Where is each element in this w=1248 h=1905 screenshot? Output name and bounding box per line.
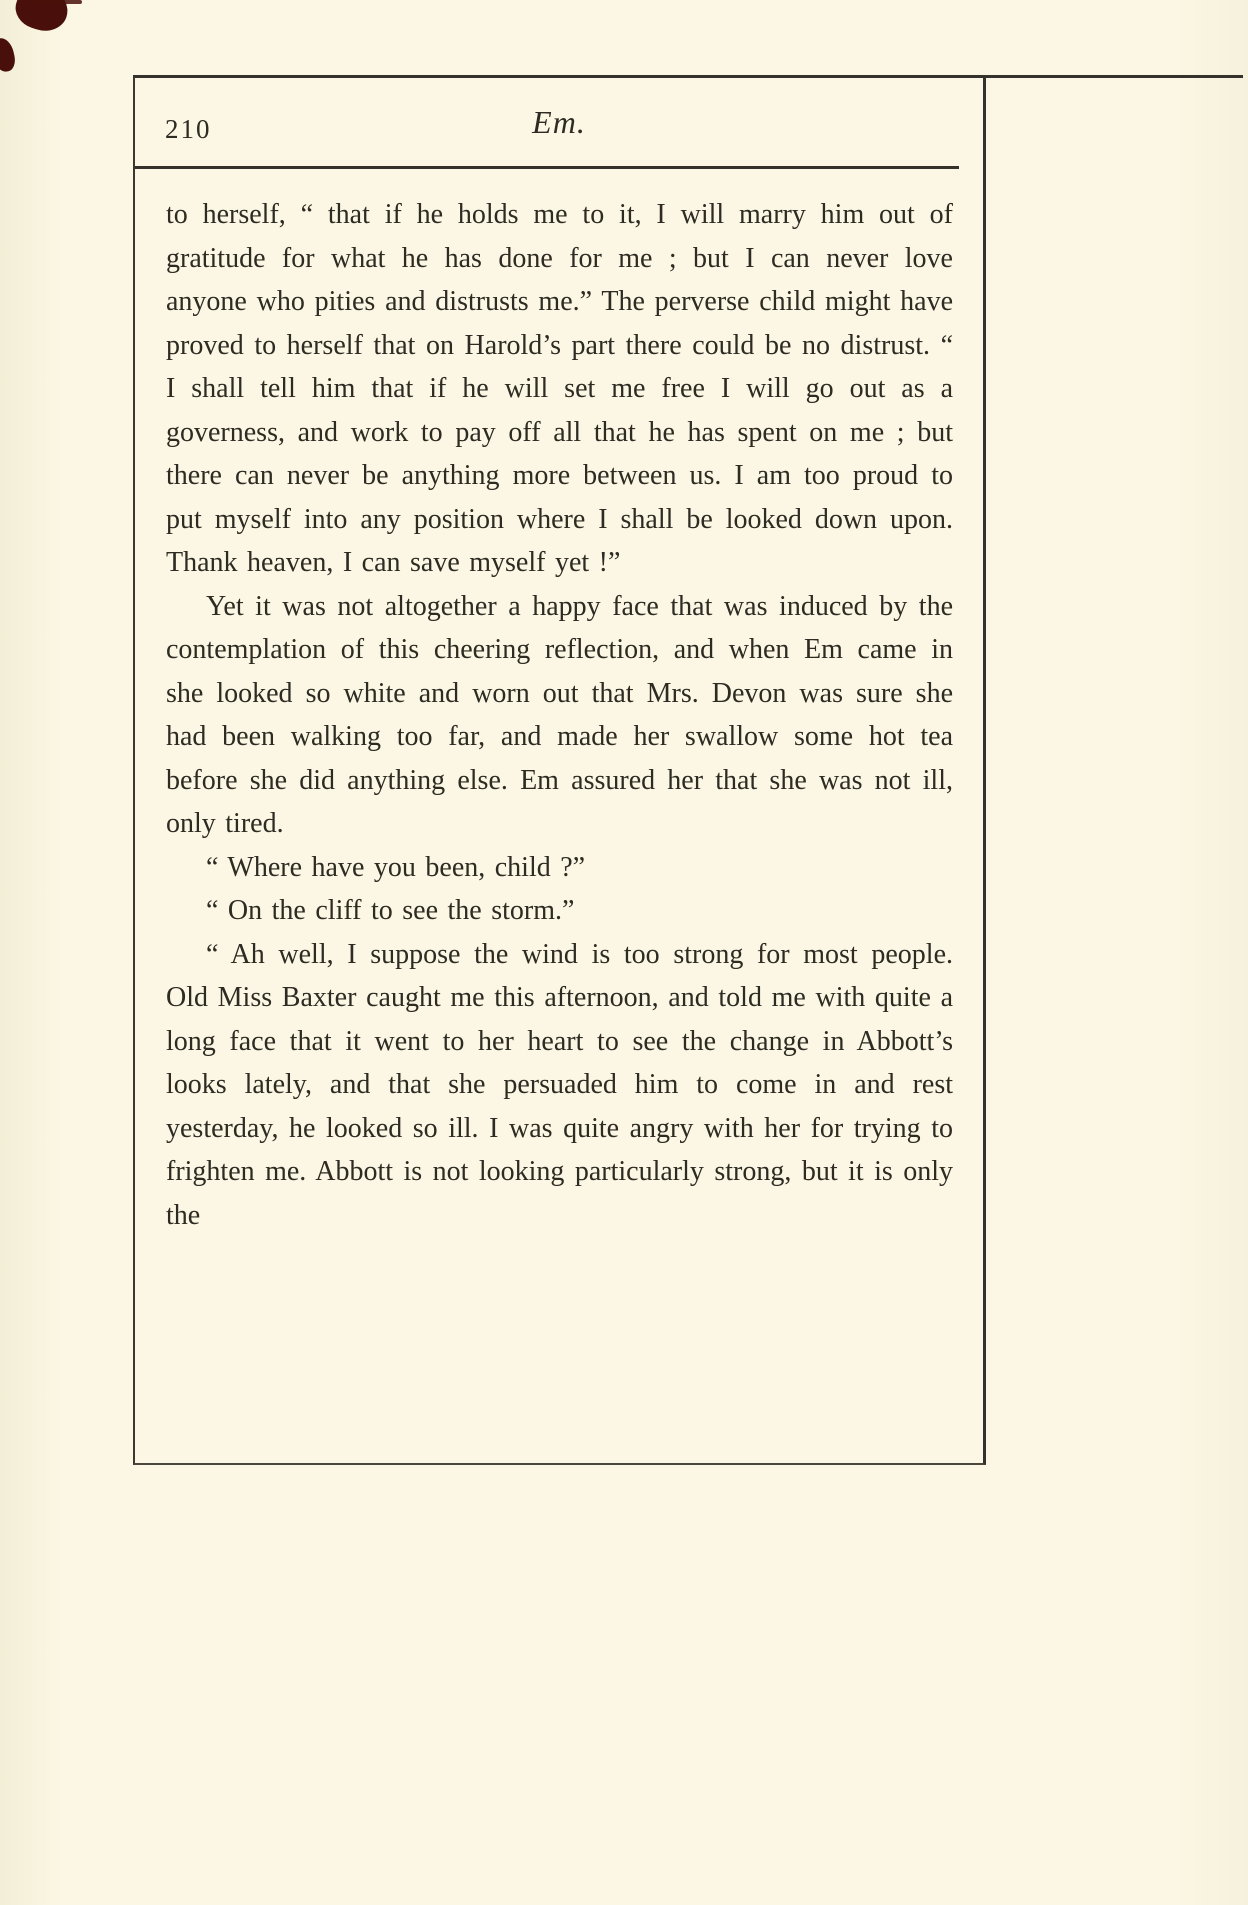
scan-stain-icon (10, 0, 73, 37)
paragraph: “ On the cliff to see the storm.” (206, 895, 575, 926)
page-header (135, 90, 983, 164)
scan-stain-icon (30, 0, 82, 4)
page-frame (133, 75, 986, 1465)
running-head: Em. (532, 104, 586, 140)
text-body (135, 169, 983, 1237)
paragraph: Yet it was not altogether a happy face that was induced by the contemplation of this cheering reflection, and when Em came in she looked so white and worn out that Mrs. Devon was sure she had been walking too far, and made her swallow some hot tea before she did anything else. Em assured her that she was not ill, only tired. (166, 590, 953, 839)
page-number: 210 (165, 114, 212, 144)
paragraph: to herself, “ that if he holds me to it, I will marry him out of gratitude for what he has done for me ; but I can never love anyone who pities and distrusts me.” The perverse child might have proved to herself that on Harold’s part there could be no distrust. “ I shall tell him that if he will set me free I will go out as a governess, and work to pay off all that he has spent on me ; but there can never be anything more between us. I am too proud to put myself into any position where I shall be looked down upon. Thank heaven, I can save myself yet !” (166, 199, 953, 578)
paragraph: “ Ah well, I suppose the wind is too strong for most people. Old Miss Baxter caught me this afternoon, and told me with quite a long face that it went to her heart to see the change in Abbott’s looks lately, and that she persuaded him to come in and rest yesterday, he looked so ill. I was quite angry with her for trying to frighten me. Abbott is not looking particularly strong, but it is only the (166, 938, 953, 1231)
top-rule-extension (985, 75, 1243, 78)
scan-stain-icon (0, 36, 17, 74)
paragraph: “ Where have you been, child ?” (206, 851, 586, 883)
